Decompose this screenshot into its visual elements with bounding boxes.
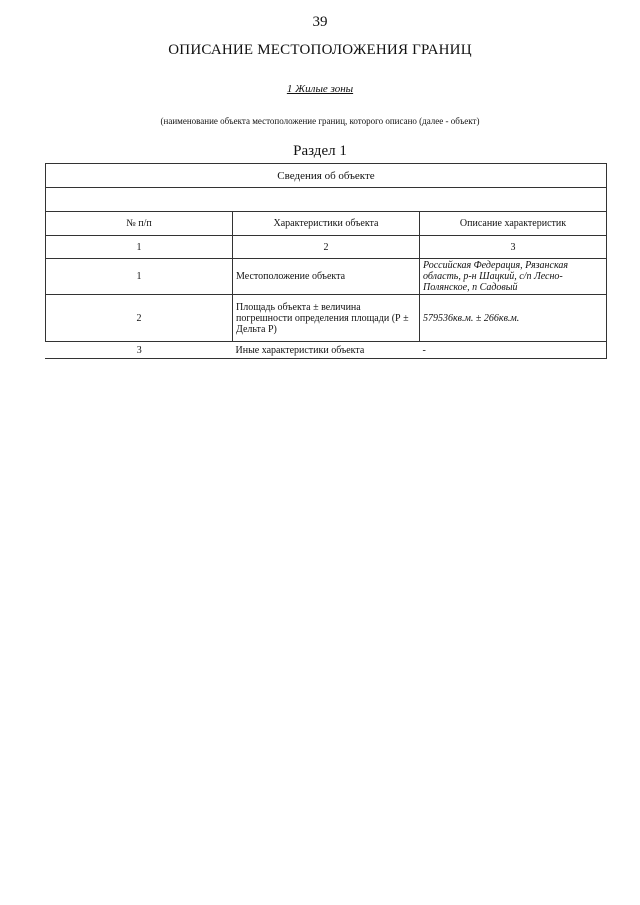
column-index-1: 1 bbox=[46, 236, 233, 259]
column-header-characteristic: Характеристики объекта bbox=[233, 212, 420, 236]
object-name bbox=[0, 83, 640, 95]
document-title: ОПИСАНИЕ МЕСТОПОЛОЖЕНИЯ ГРАНИЦ bbox=[168, 42, 472, 58]
row-description: - bbox=[420, 342, 607, 359]
row-number: 3 bbox=[46, 342, 233, 359]
column-header-num: № п/п bbox=[46, 212, 233, 236]
row-number: 1 bbox=[46, 259, 233, 295]
object-name-text: 1 Жилые зоны bbox=[286, 83, 354, 95]
row-characteristic: Площадь объекта ± величина погрешности определения площади (Р ± Дельта Р) bbox=[233, 295, 420, 342]
table-empty-row bbox=[46, 188, 607, 212]
section-title: Раздел 1 bbox=[293, 143, 347, 159]
table-header: Сведения об объекте bbox=[46, 164, 607, 188]
object-info-table bbox=[45, 163, 607, 359]
row-number: 2 bbox=[46, 295, 233, 342]
column-index-3: 3 bbox=[420, 236, 607, 259]
column-index-2: 2 bbox=[233, 236, 420, 259]
row-description: Российская Федерация, Рязанская область, р-н Шацкий, с/п Лесно-Полянское, п Садовый bbox=[420, 259, 607, 295]
table-row bbox=[46, 295, 607, 342]
row-characteristic: Иные характеристики объекта bbox=[233, 342, 420, 359]
object-caption: (наименование объекта местоположение границ, которого описано (далее - объект) bbox=[160, 116, 480, 126]
column-header-description: Описание характеристик bbox=[420, 212, 607, 236]
table-row bbox=[46, 342, 607, 359]
table-row bbox=[46, 259, 607, 295]
row-characteristic: Местоположение объекта bbox=[233, 259, 420, 295]
row-description: 579536кв.м. ± 266кв.м. bbox=[420, 295, 607, 342]
page-number: 39 bbox=[312, 14, 328, 30]
